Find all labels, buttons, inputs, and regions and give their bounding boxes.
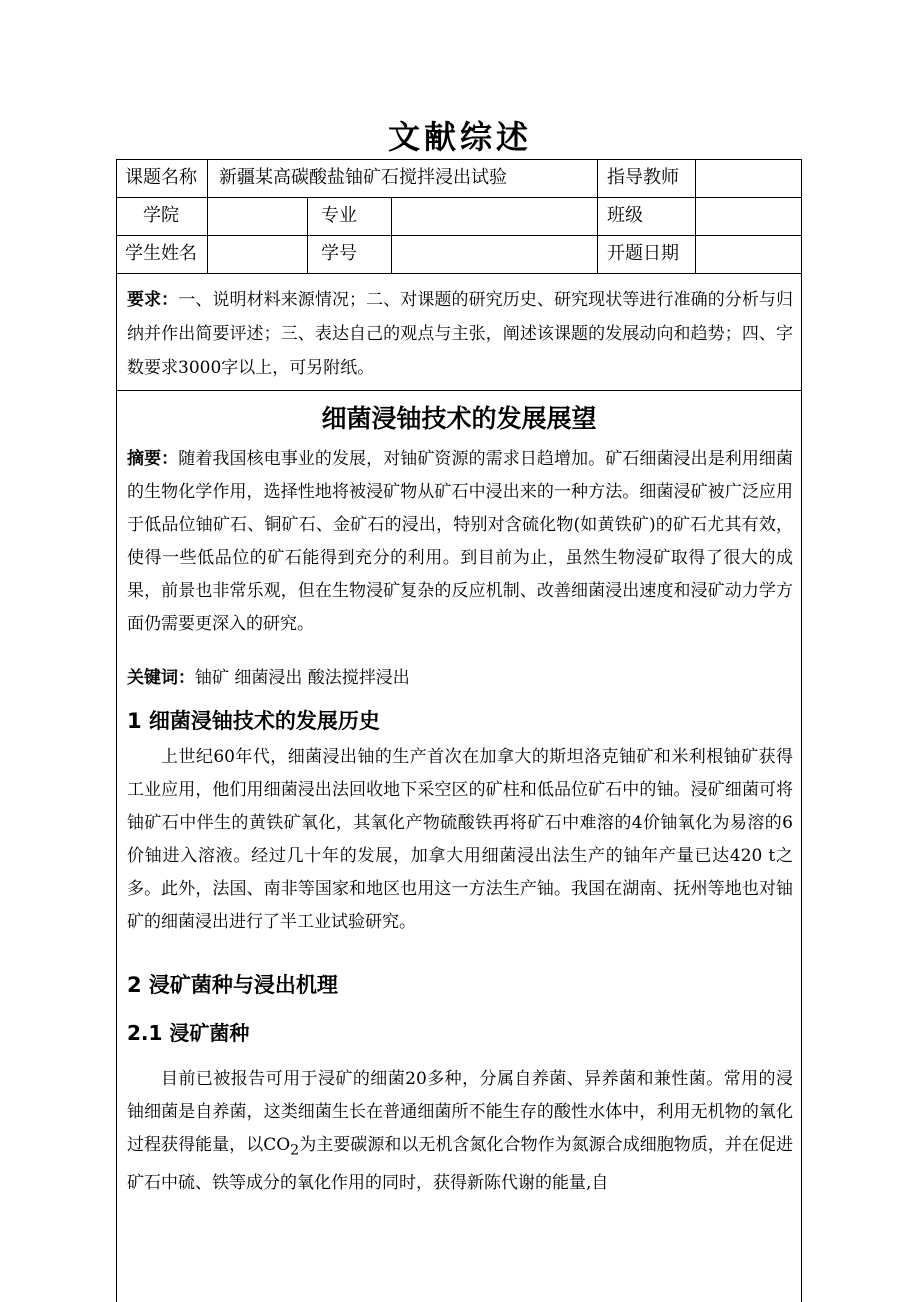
topic-label: 课题名称 xyxy=(125,167,197,188)
section-2-1-paragraph xyxy=(127,1063,793,1200)
requirements-text: 一、说明材料来源情况；二、对课题的研究历史、研究现状等进行准确的分析与归纳并作出简要评述；三、表达自己的观点与主张，阐述该课题的发展动向和趋势；四、字数要求3000字以上，可另附纸。 xyxy=(127,290,794,378)
table-column-divider xyxy=(391,197,392,273)
class-label: 班级 xyxy=(607,205,643,226)
table-column-divider xyxy=(207,159,208,273)
requirements-label: 要求： xyxy=(127,290,179,310)
student-id-label: 学号 xyxy=(321,243,357,264)
table-column-divider xyxy=(597,159,598,273)
abstract-label: 摘要： xyxy=(127,449,179,469)
abstract-text: 随着我国核电事业的发展，对铀矿资源的需求日趋增加。矿石细菌浸出是利用细菌的生物化学作用，选择性地将被浸矿物从矿石中浸出来的一种方法。细菌浸矿被广泛应用于低品位铀矿石、铜矿石、金矿石的浸出，特别对含硫化物(如黄铁矿)的矿石尤其有效，使得一些低品位的矿石能得到充分的利用。到目前为止，虽然生物浸矿取得了很大的成果，前景也非常乐观，但在生物浸矿复杂的反应机制、改善细菌浸出速度和浸矿动力学方面仍需要更深入的研究。 xyxy=(127,449,794,634)
abstract-block xyxy=(127,443,793,641)
college-label: 学院 xyxy=(143,205,179,226)
section-1-paragraph: 上世纪60年代，细菌浸出铀的生产首次在加拿大的斯坦洛克铀矿和米利根铀矿获得工业应用，他们用细菌浸出法回收地下采空区的矿柱和低品位矿石中的铀。浸矿细菌可将铀矿石中伴生的黄铁矿氧化，其氧化产物硫酸铁再将矿石中难溶的4价铀氧化为易溶的6价铀进入溶液。经过几十年的发展，加拿大用细菌浸出法生产的铀年产量已达420 t之多。此外，法国、南非等国家和地区也用这一方法生产铀。我国在湖南、抚州等地也对铀矿的细菌浸出进行了半工业试验研究。 xyxy=(127,747,793,932)
advisor-label: 指导教师 xyxy=(607,167,679,188)
table-column-divider xyxy=(695,159,696,273)
major-label: 专业 xyxy=(321,205,357,226)
section-2-1-text-b: 为主要碳源和以无机含氮化合物作为氮源合成细胞物质，并在促进矿石中硫、铁等成分的氧化作用的同时，获得新陈代谢的能量,自 xyxy=(127,1135,793,1194)
student-name-label: 学生姓名 xyxy=(125,243,197,264)
paper-title: 细菌浸铀技术的发展展望 xyxy=(321,404,597,433)
topic-value: 新疆某高碳酸盐铀矿石搅拌浸出试验 xyxy=(219,167,507,188)
table-row-divider xyxy=(117,235,801,236)
section-2-heading: 2 浸矿菌种与浸出机理 xyxy=(127,973,338,997)
start-date-label: 开题日期 xyxy=(607,243,679,264)
table-column-divider xyxy=(307,197,308,273)
table-row-divider xyxy=(117,197,801,198)
requirements-block xyxy=(127,283,793,385)
table-row-divider xyxy=(117,273,801,274)
keywords-block xyxy=(127,663,793,693)
literature-review-sheet xyxy=(116,159,802,1302)
page-title: 文献综述 xyxy=(387,118,532,156)
section-2-1-heading: 2.1 浸矿菌种 xyxy=(127,1021,250,1045)
section-1-heading: 1 细菌浸铀技术的发展历史 xyxy=(127,709,380,733)
keywords-label: 关键词： xyxy=(127,668,195,688)
section-2-1-text-a: 目前已被报告可用于浸矿的细菌20多种，分属自养菌、异养菌和兼性菌。常用的浸铀细菌是自养菌，这类细菌生长在普通细菌所不能生存的酸性水体中，利用无机物的氧化过程获得能量，以CO xyxy=(127,1069,793,1155)
co2-subscript: 2 xyxy=(290,1142,300,1159)
keywords-text: 铀矿 细菌浸出 酸法搅拌浸出 xyxy=(195,668,410,688)
table-row-divider xyxy=(117,390,801,391)
